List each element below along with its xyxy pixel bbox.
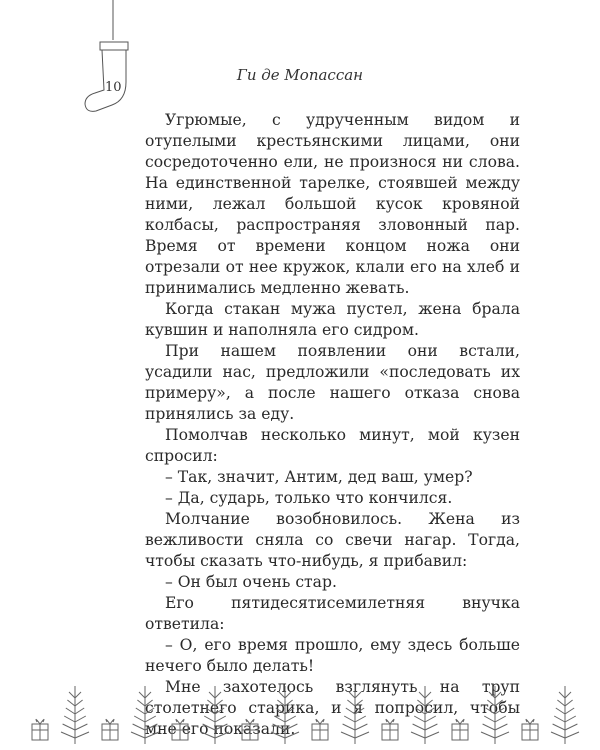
dialogue-line: – Он был очень стар. — [165, 573, 337, 591]
tree-icon — [131, 686, 159, 744]
dialogue-line: – О, его время прошло, ему здесь больше нечего было делать! — [145, 636, 520, 675]
gift-icon — [382, 719, 398, 740]
dialogue-line: – Так, значит, Антим, дед ваш, умер? — [165, 468, 473, 486]
gift-icon — [242, 719, 258, 740]
tree-icon — [271, 686, 299, 744]
running-head: Ги де Мопассан — [236, 66, 364, 84]
gift-icon — [172, 719, 188, 740]
christmas-stocking-icon — [78, 0, 138, 125]
body-text — [145, 110, 520, 740]
tree-icon — [341, 686, 369, 744]
tree-icon — [201, 686, 229, 744]
tree-icon — [551, 686, 579, 744]
gift-icon — [32, 719, 48, 740]
paragraph: При нашем появлении они встали, усадили нас, предложили «последовать их примеру», а после нашего отказа снова принялись за еду. — [145, 342, 520, 423]
tree-icon — [61, 686, 89, 744]
paragraph: Помолчав несколько минут, мой кузен спросил: — [145, 426, 520, 465]
paragraph: Угрюмые, с удрученным видом и отупелыми крестьянскими лицами, они сосредоточенно ели, не произнося ни слова. На единственной тарелке, стоявшей между ними, лежал большой кусок кровяной колбасы, распространяя зловонный пар. Время от времени концом ножа они отрезали от нее кружок, клали его на хлеб и принимались медленно жевать. — [145, 111, 520, 297]
paragraph: Его пятидесятисемилетняя внучка ответила: — [145, 594, 520, 633]
tree-gift-border — [0, 672, 600, 750]
gift-icon — [102, 719, 118, 740]
dialogue-line: – Да, сударь, только что кончился. — [165, 489, 453, 507]
gift-icon — [522, 719, 538, 740]
gift-icon — [312, 719, 328, 740]
page-number: 10 — [105, 80, 122, 95]
tree-icon — [481, 686, 509, 744]
paragraph: Молчание возобновилось. Жена из вежливости сняла со свечи нагар. Тогда, чтобы сказать что-нибудь, я прибавил: — [145, 510, 520, 570]
paragraph: Мне захотелось взглянуть на труп столетнего старика, и я попросил, чтобы мне его показали. — [145, 678, 520, 738]
tree-icon — [411, 686, 439, 744]
paragraph: Когда стакан мужа пустел, жена брала кувшин и наполняла его сидром. — [145, 300, 520, 339]
gift-icon — [452, 719, 468, 740]
